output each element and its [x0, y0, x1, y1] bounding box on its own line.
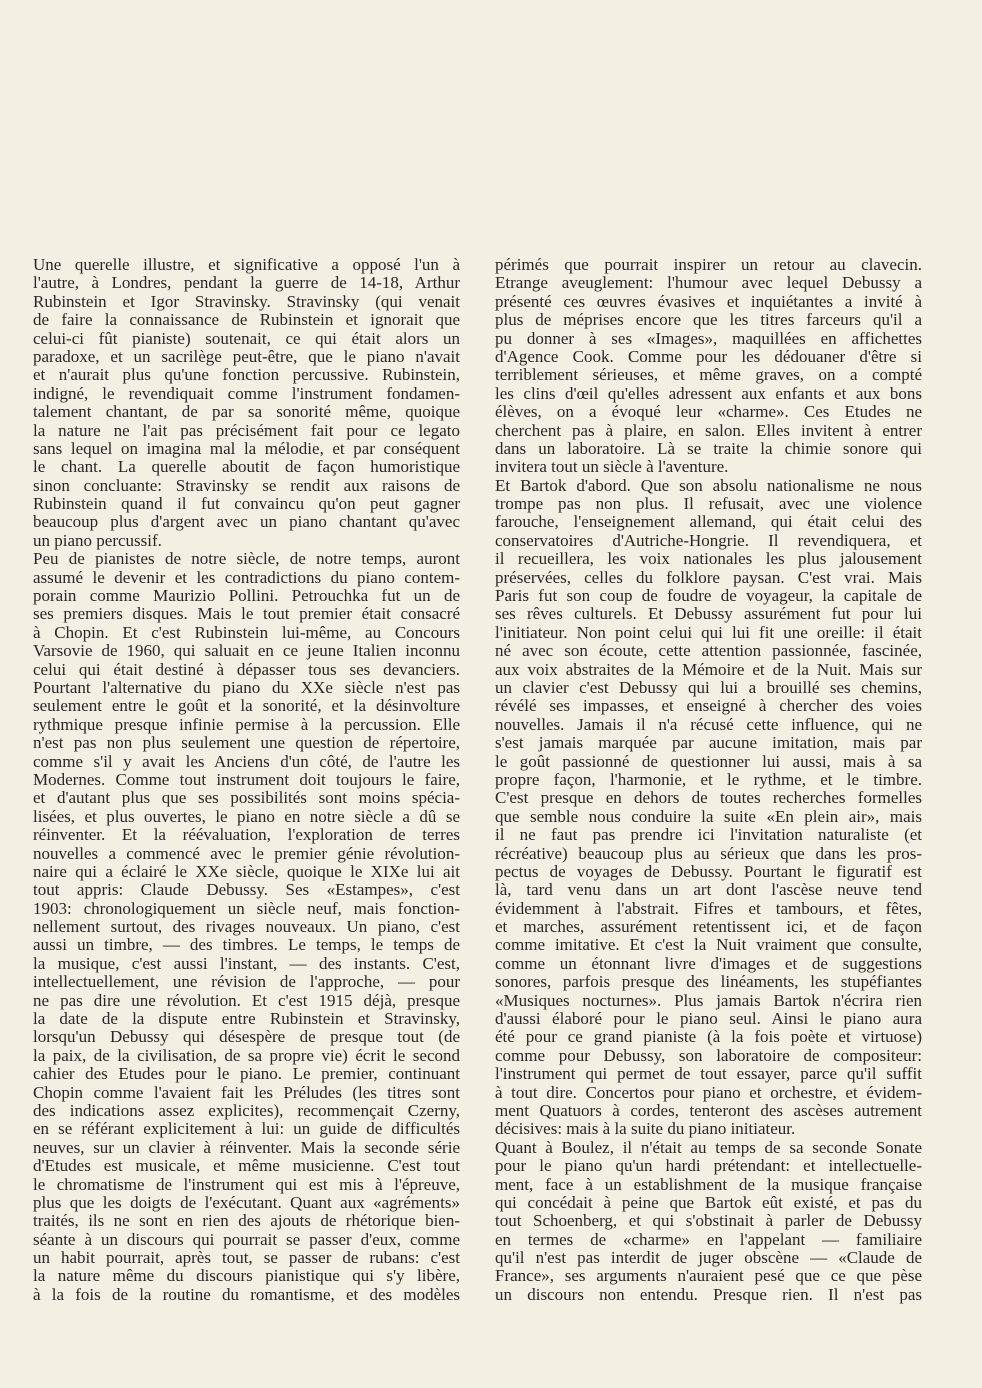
text-line: évidemment à l'abstrait. Fifres et tambours, et fêtes,	[495, 898, 922, 918]
text-line: propre façon, l'harmonie, et le rythme, et le timbre.	[495, 769, 922, 789]
text-line: aussi un timbre, — des timbres. Le temps, le temps de	[33, 935, 460, 955]
text-line: farouche, l'enseignement allemand, qui était celui des	[495, 512, 922, 532]
text-line: invitera tout un siècle à l'aventure.	[495, 457, 729, 477]
text-line: à la fois de la routine du romantisme, et des modèles	[33, 1284, 460, 1304]
text-line: le chant. La querelle aboutit de façon humoristique	[33, 457, 460, 477]
text-line: Rubinstein et Igor Stravinsky. Stravinsky (qui venait	[33, 291, 460, 311]
text-line: traités, ils ne sont en rien des ajouts de rhétorique bien-	[33, 1211, 460, 1231]
text-line: des indications assez explicites), recommençait Czerny,	[33, 1100, 460, 1120]
text-line: il ne faut pas prendre ici l'invitation naturaliste (et	[495, 825, 922, 845]
text-line: aux voix abstraites de la Mémoire et de la Nuit. Mais sur	[495, 659, 922, 679]
text-line: comme imitative. Et c'est la Nuit vraiment que consulte,	[495, 935, 922, 955]
text-line: la nature ne l'ait pas précisément fait pour ce legato	[33, 420, 460, 440]
text-line: dans un laboratoire. Là se traite la chimie sonore qui	[495, 438, 922, 458]
text-line: indigné, le revendiquait comme l'instrument fondamen-	[33, 383, 460, 403]
text-line: trompe pas non plus. Il refusait, avec une violence	[495, 494, 922, 514]
text-line: pour le piano qu'un hardi prétendant: et intellectuelle-	[495, 1156, 922, 1176]
text-line: Et Bartok d'abord. Que son absolu nationalisme ne nous	[495, 475, 922, 495]
text-line: Une querelle illustre, et significative a opposé l'un à	[33, 255, 460, 274]
text-line: Paris fut son coup de foudre de voyageur, la capitale de	[495, 586, 922, 606]
text-line: comme un étonnant livre d'images et de suggestions	[495, 953, 922, 973]
text-line: l'autre, à Londres, pendant la guerre de 14-18, Arthur	[33, 273, 460, 293]
text-line: qu'il n'est pas interdit de juger obscène — «Claude de	[495, 1248, 922, 1268]
text-line: conservatoires d'Autriche-Hongrie. Il revendiquera, et	[495, 530, 922, 550]
text-line: sans lequel on imagina mal la mélodie, et par conséquent	[33, 438, 460, 458]
text-line: neuves, sur un clavier à réinventer. Mais la seconde série	[33, 1137, 460, 1157]
text-line: de faire la connaissance de Rubinstein et ignorait que	[33, 310, 460, 330]
text-line: séante à un discours qui pourrait se passer d'eux, comme	[33, 1229, 460, 1249]
text-line: Etrange aveuglement: l'humour avec lequel Debussy a	[495, 273, 922, 293]
text-line: Varsovie de 1960, qui saluait en ce jeune Italien inconnu	[33, 641, 460, 661]
text-line: qui concédait à peine que Bartok eût existé, et pas du	[495, 1192, 922, 1212]
text-line: nouvelles. Jamais il n'a récusé cette influence, qui ne	[495, 714, 922, 734]
text-line: la paix, de la civilisation, de sa propre vie) écrit le second	[33, 1045, 460, 1065]
text-line: Chopin comme l'avaient fait les Préludes (les titres sont	[33, 1082, 460, 1102]
text-line: à Chopin. Et c'est Rubinstein lui-même, au Concours	[33, 622, 460, 642]
text-line: pu donner à ses «Images», maquillées en affichettes	[495, 328, 922, 348]
text-line: nouvelles a commencé avec le premier génie révolution-	[33, 843, 460, 863]
text-line: Quant à Boulez, il n'était au temps de sa seconde Sonate	[495, 1137, 922, 1157]
text-line: sinon concluante: Stravinsky se rendit aux raisons de	[33, 475, 460, 495]
text-line: révélé ses impasses, et enseigné à chercher des voies	[495, 696, 922, 716]
text-line: été pour ce grand pianiste (à la fois poète et virtuose)	[495, 1027, 922, 1047]
text-line: le goût passionné de questionner lui aussi, mais à sa	[495, 751, 922, 771]
text-line: l'instrument qui permet de tout essayer, parce qu'il suffit	[495, 1064, 922, 1084]
text-line: lisées, et plus ouvertes, le piano en notre siècle a dû se	[33, 806, 460, 826]
paragraph	[495, 1139, 922, 1305]
paragraph	[495, 256, 922, 477]
text-line: les clins d'œil qu'elles adressent aux enfants et aux bons	[495, 383, 922, 403]
left-column	[33, 256, 460, 1304]
text-line: la nature même du discours pianistique qui s'y libère,	[33, 1266, 460, 1286]
text-line: né avec son écoute, cette attention passionnée, fascinée,	[495, 641, 922, 661]
text-line: périmés que pourrait inspirer un retour au clavecin.	[495, 255, 922, 274]
text-line: Peu de pianistes de notre siècle, de notre temps, auront	[33, 549, 460, 569]
paragraph	[33, 679, 460, 1304]
text-line: naire qui a éclairé le XXe siècle, quoique le XIXe lui ait	[33, 861, 460, 881]
text-line: comme s'il y avait les Anciens d'un côté, de l'autre les	[33, 751, 460, 771]
text-line: paradoxe, et un sacrilège peut-être, que le piano n'avait	[33, 346, 460, 366]
text-line: n'est pas non plus seulement une question de répertoire,	[33, 733, 460, 753]
text-line: cherchent pas à plaire, en salon. Elles invitent à entrer	[495, 420, 922, 440]
text-line: talement chantant, de par sa sonorité même, quoique	[33, 402, 460, 422]
text-line: s'est jamais marquée par aucune imitation, mais par	[495, 733, 922, 753]
text-line: cahier des Etudes pour le piano. Le premier, continuant	[33, 1064, 460, 1084]
right-column	[495, 256, 922, 1304]
text-line: plus de méprises encore que les titres farceurs qu'il a	[495, 310, 922, 330]
text-line: 1903: chronologiquement un siècle neuf, mais fonction-	[33, 898, 460, 918]
text-line: seulement entre le goût et la sonorité, et la désinvolture	[33, 696, 460, 716]
text-line: tout appris: Claude Debussy. Ses «Estampes», c'est	[33, 880, 460, 900]
text-line: pectus de voyages de Debussy. Pourtant le figuratif est	[495, 861, 922, 881]
text-line: rythmique presque infinie permise à la percussion. Elle	[33, 714, 460, 734]
text-line: d'Agence Cook. Comme pour les dédouaner d'être si	[495, 346, 922, 366]
text-line: il recueillera, les voix nationales les plus jalousement	[495, 549, 922, 569]
paragraph	[495, 477, 922, 1139]
text-line: ment, face à un establishment de la musique française	[495, 1174, 922, 1194]
text-line: l'initiateur. Non point celui qui lui fit une oreille: il était	[495, 622, 922, 642]
text-line: et d'autant plus que ses possibilités sont moins spécia-	[33, 788, 460, 808]
text-line: la date de la dispute entre Rubinstein et Stravinsky,	[33, 1009, 460, 1029]
paragraph	[33, 256, 460, 550]
text-line: lorsqu'un Debussy qui désespère de presque tout (de	[33, 1027, 460, 1047]
text-line: un habit pourrait, après tout, se passer de rubans: c'est	[33, 1248, 460, 1268]
text-line: celui qui était destiné à dépasser tous ses devanciers.	[33, 659, 460, 679]
text-line: la musique, c'est aussi l'instant, — des instants. C'est,	[33, 953, 460, 973]
text-line: que semble nous conduire la suite «En plein air», mais	[495, 806, 922, 826]
text-line: «Musiques nocturnes». Plus jamais Bartok n'écrira rien	[495, 990, 922, 1010]
text-line: tout Schoenberg, et qui s'obstinait à parler de Debussy	[495, 1211, 922, 1231]
text-line: en termes de «charme» en l'appelant — familiaire	[495, 1229, 922, 1249]
text-line: préservées, celles du folklore paysan. C'est vrai. Mais	[495, 567, 922, 587]
text-line: présenté ces œuvres évasives et inquiétantes a invité à	[495, 291, 922, 311]
text-line: nellement surtout, des rivages nouveaux. Un piano, c'est	[33, 917, 460, 937]
text-line: ment Quatuors à cordes, tenteront des ascèses autrement	[495, 1100, 922, 1120]
text-line: d'aussi élaboré pour le piano seul. Ainsi le piano aura	[495, 1009, 922, 1029]
text-line: en se référant explicitement à lui: un guide de difficultés	[33, 1119, 460, 1139]
text-line: intellectuellement, une révision de l'approche, — pour	[33, 972, 460, 992]
text-line: à tout dire. Concertos pour piano et orchestre, et évidem-	[495, 1082, 922, 1102]
text-line: là, tard venu dans un art dont l'ascèse neuve tend	[495, 880, 922, 900]
text-line: le chromatisme de l'instrument qui est mis à l'épreuve,	[33, 1174, 460, 1194]
text-line: décisives: mais à la suite du piano initiateur.	[495, 1119, 796, 1139]
text-line: ne pas dire une révolution. Et c'est 1915 déjà, presque	[33, 990, 460, 1010]
text-line: sonores, parfois presque des linéaments, les stupéfiantes	[495, 972, 922, 992]
text-line: élèves, on a évoqué leur «charme». Ces Etudes ne	[495, 402, 922, 422]
text-line: récréative) beaucoup plus au sérieux que dans les pros-	[495, 843, 922, 863]
text-line: un piano percussif.	[33, 530, 162, 550]
text-line: celui-ci fût pianiste) soutenait, ce qui était alors un	[33, 328, 460, 348]
text-line: France», ses arguments n'auraient pesé que ce que pèse	[495, 1266, 922, 1286]
text-line: d'Etudes est musicale, et même musicienne. C'est tout	[33, 1156, 460, 1176]
paragraph	[33, 550, 460, 679]
text-line: beaucoup plus d'argent avec un piano chantant qu'avec	[33, 512, 460, 532]
text-line: ses rêves culturels. Et Debussy assurément fut pour lui	[495, 604, 922, 624]
text-line: terriblement sérieuses, et même graves, on a compté	[495, 365, 922, 385]
text-line: ses premiers disques. Mais le tout premier était consacré	[33, 604, 460, 624]
text-line: porain comme Maurizio Pollini. Petrouchka fut un de	[33, 586, 460, 606]
text-line: Rubinstein quand il fut convaincu qu'on peut gagner	[33, 494, 460, 514]
text-line: plus que les doigts de l'exécutant. Quant aux «agréments»	[33, 1192, 460, 1212]
text-line: et marches, assurément retentissent ici, et de façon	[495, 917, 922, 937]
text-line: un discours non entendu. Presque rien. Il n'est pas	[495, 1284, 922, 1304]
text-line: comme pour Debussy, son laboratoire de compositeur:	[495, 1045, 922, 1065]
text-line: assumé le devenir et les contradictions du piano contem-	[33, 567, 460, 587]
text-line: et n'aurait plus qu'une fonction percussive. Rubinstein,	[33, 365, 460, 385]
text-line: Pourtant l'alternative du piano du XXe siècle n'est pas	[33, 677, 460, 697]
text-line: Modernes. Comme tout instrument doit toujours le faire,	[33, 769, 460, 789]
text-line: un clavier c'est Debussy qui lui a brouillé ses chemins,	[495, 677, 922, 697]
text-line: réinventer. Et la réévaluation, l'exploration de terres	[33, 825, 460, 845]
text-line: C'est presque en dehors de toutes recherches formelles	[495, 788, 922, 808]
